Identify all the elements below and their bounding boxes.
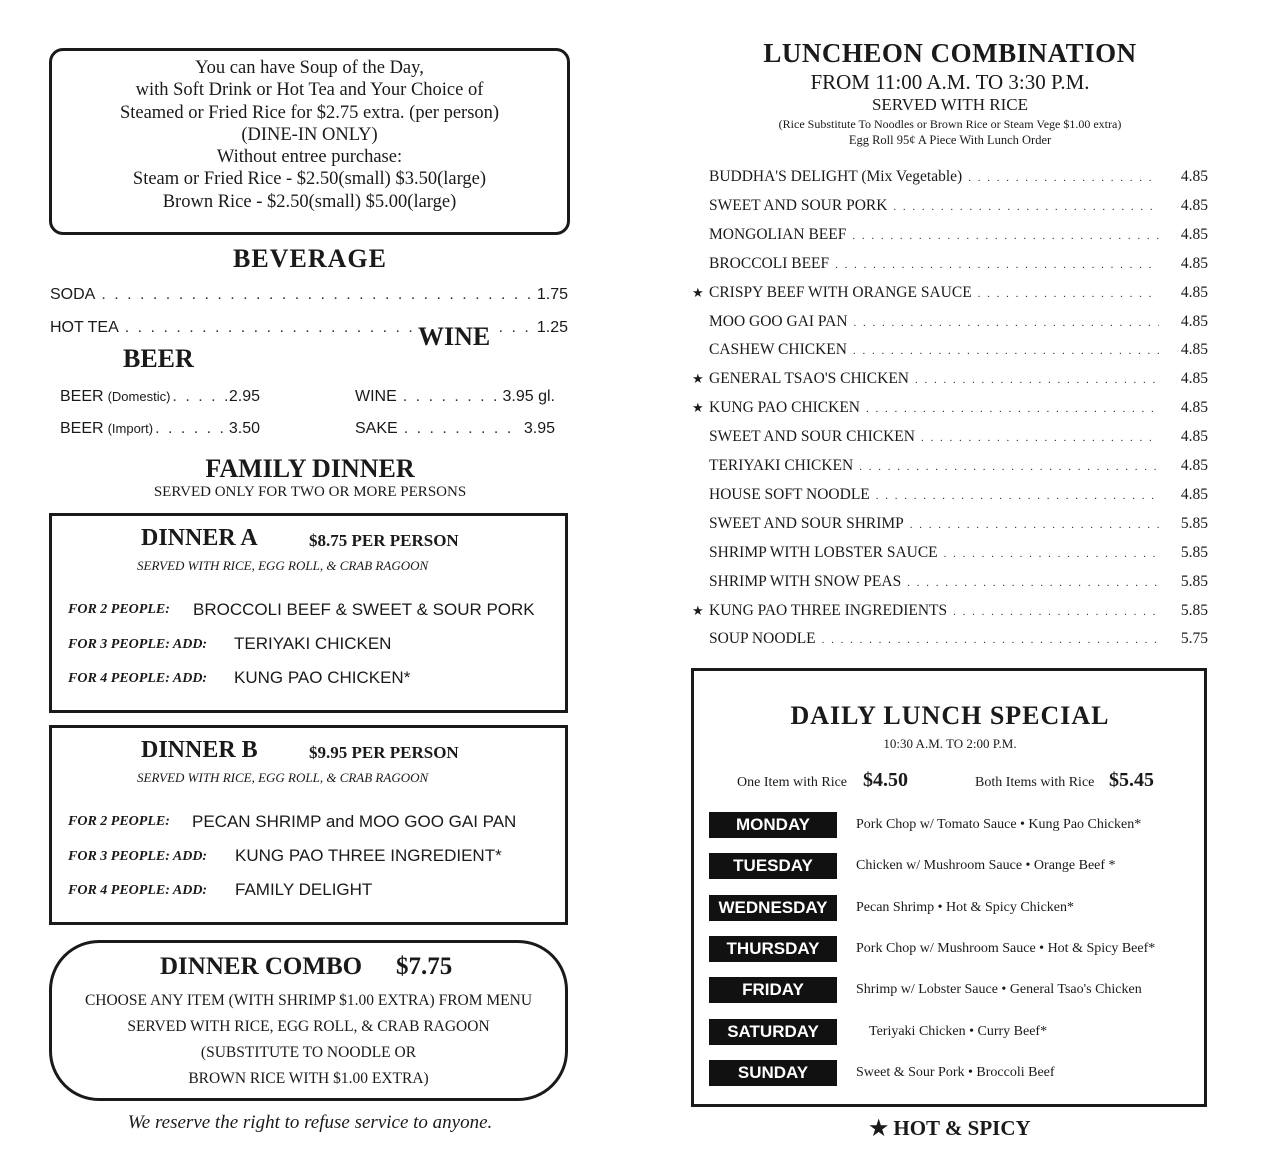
dinner-a-row-label: FOR 2 PEOPLE: bbox=[68, 602, 170, 617]
luncheon-item bbox=[692, 197, 1208, 215]
luncheon-item bbox=[692, 284, 1208, 302]
luncheon-hours: FROM 11:00 A.M. TO 3:30 P.M. bbox=[810, 70, 1090, 94]
wine-price: 3.95 gl. bbox=[502, 388, 555, 405]
luncheon-item-price: 4.85 bbox=[1180, 341, 1208, 359]
daily-special-title: DAILY LUNCH SPECIAL bbox=[790, 701, 1110, 730]
luncheon-item bbox=[692, 573, 1208, 591]
beer-row bbox=[60, 388, 260, 406]
dinner-b-price: $9.95 PER PERSON bbox=[309, 743, 459, 762]
beer-name: BEER bbox=[60, 388, 104, 405]
beverage-name: HOT TEA bbox=[50, 319, 119, 336]
luncheon-item-price: 5.75 bbox=[1180, 630, 1208, 648]
luncheon-note-rice: (Rice Substitute To Noodles or Brown Rice or Steam Vege $1.00 extra) bbox=[778, 117, 1122, 131]
dinner-a-row-text: TERIYAKI CHICKEN bbox=[234, 634, 392, 653]
dinner-combo-lines bbox=[52, 988, 565, 1092]
leader-dots bbox=[876, 490, 1159, 502]
luncheon-item bbox=[692, 515, 1208, 533]
luncheon-title: LUNCHEON COMBINATION bbox=[763, 38, 1137, 68]
luncheon-item-price: 4.85 bbox=[1180, 196, 1208, 214]
beverage-price: 1.75 bbox=[536, 286, 568, 303]
wine-row bbox=[355, 388, 555, 406]
luncheon-item-price: 4.85 bbox=[1180, 457, 1208, 474]
combo-line: CHOOSE ANY ITEM (WITH SHRIMP $1.00 EXTRA) FROM MENU bbox=[84, 992, 533, 1009]
luncheon-item-price: 4.85 bbox=[1180, 312, 1208, 330]
day-special-text: Teriyaki Chicken • Curry Beef* bbox=[869, 1023, 1048, 1039]
luncheon-item-price: 4.85 bbox=[1180, 283, 1208, 301]
beer-name: BEER bbox=[60, 420, 104, 437]
luncheon-item-name: SHRIMP WITH SNOW PEAS bbox=[709, 572, 902, 590]
luncheon-item bbox=[692, 370, 1208, 388]
luncheon-item bbox=[692, 226, 1208, 244]
leader-dots bbox=[172, 388, 226, 406]
leader-dots bbox=[953, 606, 1159, 618]
hot-spicy-star-icon: ★ bbox=[692, 371, 704, 387]
luncheon-item bbox=[692, 602, 1208, 620]
leader-dots bbox=[859, 461, 1159, 473]
luncheon-item-price: 5.85 bbox=[1180, 572, 1208, 590]
leader-dots bbox=[907, 577, 1159, 589]
beer-row bbox=[60, 420, 260, 438]
day-badge: THURSDAY bbox=[709, 936, 837, 962]
dinner-b-row-text: KUNG PAO THREE INGREDIENT* bbox=[235, 846, 502, 865]
leader-dots bbox=[915, 374, 1159, 386]
family-dinner-heading: FAMILY DINNER bbox=[205, 454, 415, 483]
dinner-b-row-text: FAMILY DELIGHT bbox=[235, 880, 373, 899]
luncheon-item-name: CASHEW CHICKEN bbox=[709, 341, 847, 359]
day-special-text: Pecan Shrimp • Hot & Spicy Chicken* bbox=[856, 899, 1074, 915]
beer-heading: BEER bbox=[123, 344, 194, 373]
leader-dots bbox=[404, 420, 518, 438]
luncheon-item-name: MONGOLIAN BEEF bbox=[709, 225, 847, 243]
luncheon-item-name: HOUSE SOFT NOODLE bbox=[709, 485, 870, 503]
beverage-name: SODA bbox=[50, 286, 96, 303]
one-item-label: One Item with Rice bbox=[737, 775, 848, 790]
soup-info-text bbox=[52, 57, 567, 213]
luncheon-item-name: SOUP NOODLE bbox=[709, 630, 816, 648]
dinner-a-price: $8.75 PER PERSON bbox=[309, 531, 459, 550]
luncheon-item-name: SWEET AND SOUR CHICKEN bbox=[709, 428, 915, 446]
dinner-a-served: SERVED WITH RICE, EGG ROLL, & CRAB RAGOON bbox=[137, 558, 429, 573]
leader-dots bbox=[893, 201, 1158, 213]
luncheon-item-name: SWEET AND SOUR PORK bbox=[709, 196, 888, 214]
wine-price: 3.95 bbox=[523, 420, 555, 437]
both-items-price: $5.45 bbox=[1109, 769, 1154, 791]
hot-spicy-star-icon: ★ bbox=[692, 602, 704, 618]
leader-dots bbox=[944, 548, 1159, 560]
luncheon-item bbox=[692, 255, 1208, 273]
day-special-text: Chicken w/ Mushroom Sauce • Orange Beef * bbox=[856, 858, 1116, 874]
leader-dots bbox=[853, 345, 1159, 357]
luncheon-served: SERVED WITH RICE bbox=[871, 95, 1029, 114]
beverage-row bbox=[50, 286, 568, 304]
soup-line: (DINE-IN ONLY) bbox=[241, 124, 378, 145]
luncheon-item-price: 4.85 bbox=[1180, 225, 1208, 243]
combo-line: BROWN RICE WITH $1.00 EXTRA) bbox=[188, 1070, 429, 1087]
luncheon-item-name: MOO GOO GAI PAN bbox=[709, 312, 848, 330]
day-badge: MONDAY bbox=[709, 812, 837, 838]
wine-heading: WINE bbox=[412, 322, 496, 352]
luncheon-item-price: 4.85 bbox=[1180, 370, 1208, 388]
luncheon-item-price: 4.85 bbox=[1180, 168, 1208, 185]
day-special-text: Pork Chop w/ Tomato Sauce • Kung Pao Chicken* bbox=[856, 817, 1142, 832]
luncheon-item bbox=[692, 428, 1208, 446]
combo-line: (SUBSTITUTE TO NOODLE OR bbox=[200, 1044, 417, 1061]
hot-spicy-star-icon: ★ bbox=[692, 284, 704, 300]
luncheon-item bbox=[692, 630, 1208, 648]
day-special-text: Sweet & Sour Pork • Broccoli Beef bbox=[856, 1064, 1055, 1080]
dinner-b-row-text: PECAN SHRIMP and MOO GOO GAI PAN bbox=[192, 812, 517, 831]
luncheon-item bbox=[692, 313, 1208, 331]
luncheon-item-price: 4.85 bbox=[1180, 254, 1208, 272]
soup-line: You can have Soup of the Day, bbox=[195, 58, 424, 78]
leader-dots bbox=[921, 432, 1159, 444]
dinner-a-row-text: KUNG PAO CHICKEN* bbox=[234, 668, 411, 687]
day-special-text: Pork Chop w/ Mushroom Sauce • Hot & Spicy Beef* bbox=[856, 940, 1156, 956]
dinner-a-row-label: FOR 3 PEOPLE: ADD: bbox=[68, 637, 208, 652]
soup-line: Steam or Fried Rice - $2.50(small) $3.50(large) bbox=[132, 169, 487, 190]
luncheon-item-price: 4.85 bbox=[1180, 399, 1208, 417]
luncheon-item-name: KUNG PAO CHICKEN bbox=[709, 399, 860, 417]
dinner-combo-title: DINNER COMBO bbox=[160, 953, 363, 980]
leader-dots bbox=[866, 403, 1159, 415]
luncheon-item bbox=[692, 486, 1208, 504]
luncheon-item-name: BUDDHA'S DELIGHT (Mix Vegetable) bbox=[709, 168, 963, 185]
luncheon-item-price: 5.85 bbox=[1180, 514, 1208, 532]
leader-dots bbox=[155, 420, 227, 438]
refuse-service-notice: We reserve the right to refuse service to anyone. bbox=[127, 1112, 493, 1133]
dinner-b-served: SERVED WITH RICE, EGG ROLL, & CRAB RAGOON bbox=[137, 770, 429, 785]
day-special-text: Shrimp w/ Lobster Sauce • General Tsao's Chicken bbox=[856, 982, 1142, 998]
beer-note: (Import) bbox=[107, 421, 154, 436]
luncheon-item-name: GENERAL TSAO'S CHICKEN bbox=[709, 370, 909, 388]
beer-price: 2.95 bbox=[228, 388, 260, 405]
luncheon-note-eggroll: Egg Roll 95¢ A Piece With Lunch Order bbox=[848, 133, 1052, 147]
day-badge: SUNDAY bbox=[709, 1060, 837, 1086]
luncheon-item-name: SWEET AND SOUR SHRIMP bbox=[709, 514, 904, 532]
dinner-b-row-label: FOR 2 PEOPLE: bbox=[68, 814, 170, 829]
wine-name: SAKE bbox=[355, 420, 398, 437]
soup-line: Brown Rice - $2.50(small) $5.00(large) bbox=[162, 191, 457, 212]
leader-dots bbox=[835, 259, 1159, 271]
luncheon-item bbox=[692, 399, 1208, 417]
beer-price: 3.50 bbox=[228, 420, 260, 437]
luncheon-item-price: 5.85 bbox=[1180, 601, 1208, 619]
day-badge: TUESDAY bbox=[709, 853, 837, 879]
daily-special-hours: 10:30 A.M. TO 2:00 P.M. bbox=[883, 736, 1017, 751]
luncheon-item-name: SHRIMP WITH LOBSTER SAUCE bbox=[709, 543, 938, 561]
luncheon-item-price: 4.85 bbox=[1180, 428, 1208, 446]
wine-name: WINE bbox=[355, 388, 397, 405]
leader-dots bbox=[854, 317, 1159, 329]
dinner-a-title: DINNER A bbox=[141, 525, 258, 551]
dinner-a-row-text: BROCCOLI BEEF & SWEET & SOUR PORK bbox=[193, 600, 535, 619]
dinner-b-row-label: FOR 4 PEOPLE: ADD: bbox=[68, 883, 208, 898]
soup-line: Steamed or Fried Rice for $2.75 extra. (per person) bbox=[119, 102, 500, 123]
leader-dots bbox=[852, 230, 1159, 242]
leader-dots bbox=[403, 388, 497, 406]
luncheon-item bbox=[692, 544, 1208, 562]
leader-dots bbox=[101, 286, 531, 304]
luncheon-item bbox=[692, 341, 1208, 359]
family-dinner-subtitle: SERVED ONLY FOR TWO OR MORE PERSONS bbox=[153, 484, 467, 500]
hot-spicy-star-icon: ★ bbox=[692, 400, 704, 416]
beverage-heading: BEVERAGE bbox=[233, 244, 387, 273]
luncheon-item bbox=[692, 457, 1208, 475]
luncheon-item-name: BROCCOLI BEEF bbox=[709, 254, 830, 272]
combo-line: SERVED WITH RICE, EGG ROLL, & CRAB RAGOON bbox=[127, 1018, 490, 1035]
leader-dots bbox=[968, 172, 1159, 184]
beverage-price: 1.25 bbox=[536, 319, 568, 336]
dinner-a-row-label: FOR 4 PEOPLE: ADD: bbox=[68, 671, 208, 686]
luncheon-item-name: CRISPY BEEF WITH ORANGE SAUCE bbox=[709, 283, 972, 301]
luncheon-item-name: KUNG PAO THREE INGREDIENTS bbox=[709, 601, 948, 619]
wine-row bbox=[355, 420, 555, 438]
dinner-b-title: DINNER B bbox=[141, 737, 258, 763]
leader-dots bbox=[978, 288, 1159, 300]
dinner-b-row-label: FOR 3 PEOPLE: ADD: bbox=[68, 849, 208, 864]
soup-line: Without entree purchase: bbox=[216, 147, 403, 168]
day-badge: SATURDAY bbox=[709, 1019, 837, 1045]
luncheon-item bbox=[692, 168, 1208, 186]
luncheon-item-price: 5.85 bbox=[1180, 543, 1208, 561]
leader-dots bbox=[822, 634, 1159, 646]
leader-dots bbox=[910, 519, 1159, 531]
hot-spicy-legend: ★ HOT & SPICY bbox=[869, 1116, 1031, 1140]
day-badge: WEDNESDAY bbox=[709, 895, 837, 921]
beer-note: (Domestic) bbox=[107, 389, 171, 404]
day-badge: FRIDAY bbox=[709, 977, 837, 1003]
dinner-combo-price: $7.75 bbox=[396, 953, 453, 980]
luncheon-item-name: TERIYAKI CHICKEN bbox=[709, 457, 854, 474]
both-items-label: Both Items with Rice bbox=[975, 775, 1095, 790]
soup-line: with Soft Drink or Hot Tea and Your Choice of bbox=[135, 80, 484, 101]
one-item-price: $4.50 bbox=[863, 769, 908, 791]
luncheon-item-price: 4.85 bbox=[1180, 485, 1208, 503]
